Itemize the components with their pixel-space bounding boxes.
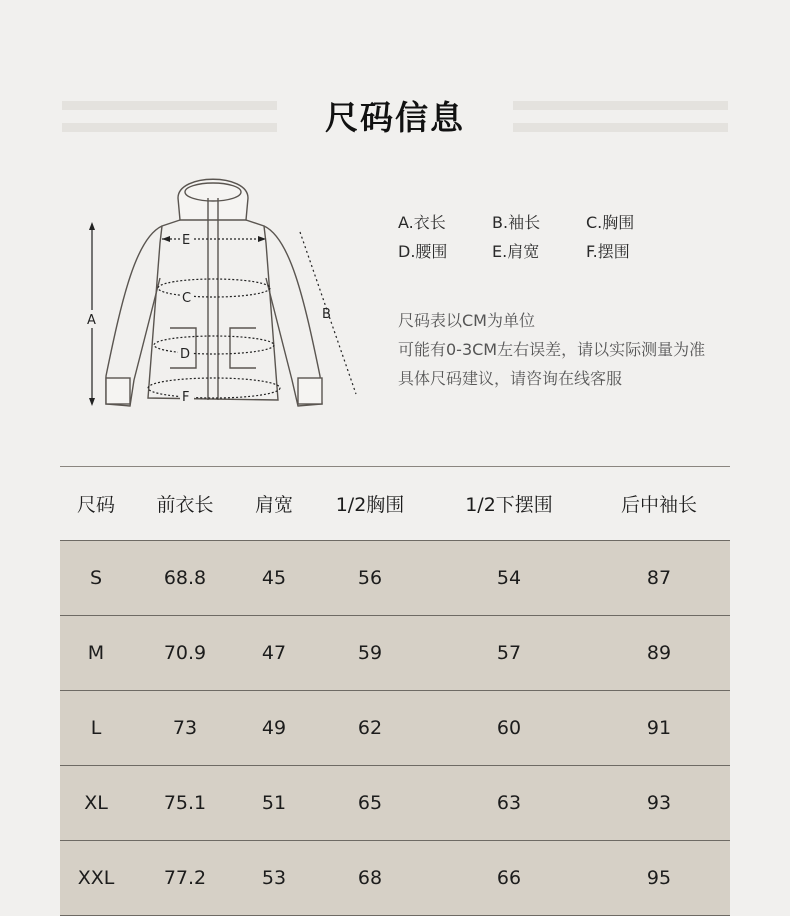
label-a: A xyxy=(87,313,96,328)
table-cell: 93 xyxy=(588,766,730,841)
measurement-legend xyxy=(398,207,778,265)
legend-item: A.衣长 xyxy=(398,213,446,232)
table-cell: 59 xyxy=(310,616,430,691)
note-unit: 尺码表以CM为单位 xyxy=(398,311,535,330)
table-cell: L xyxy=(60,691,132,766)
legend-item: C.胸围 xyxy=(586,213,635,232)
size-notes xyxy=(398,306,778,393)
legend-row xyxy=(398,207,778,236)
jacket-measurement-diagram xyxy=(78,168,368,418)
table-cell: 63 xyxy=(430,766,588,841)
table-cell: XXL xyxy=(60,841,132,916)
table-cell: 60 xyxy=(430,691,588,766)
table-header-row xyxy=(60,467,730,541)
table-cell: 54 xyxy=(430,541,588,616)
label-e: E xyxy=(182,233,191,248)
header-front-length: 前衣长 xyxy=(132,467,238,541)
table-cell: 87 xyxy=(588,541,730,616)
table-row xyxy=(60,691,730,766)
label-c: C xyxy=(182,291,192,306)
table-row xyxy=(60,766,730,841)
table-cell: 70.9 xyxy=(132,616,238,691)
table-cell: 49 xyxy=(238,691,310,766)
table-cell: 77.2 xyxy=(132,841,238,916)
table-cell: M xyxy=(60,616,132,691)
table-cell: 91 xyxy=(588,691,730,766)
table-cell: 56 xyxy=(310,541,430,616)
header-size: 尺码 xyxy=(60,467,132,541)
legend-item: B.袖长 xyxy=(492,213,541,232)
table-cell: 68 xyxy=(310,841,430,916)
table-cell: 57 xyxy=(430,616,588,691)
note-error: 可能有0-3CM左右误差，请以实际测量为准 xyxy=(398,340,706,359)
label-f: F xyxy=(182,390,190,405)
title-section xyxy=(0,0,790,160)
page-title: 尺码信息 xyxy=(325,98,465,137)
header-sleeve-length: 后中袖长 xyxy=(588,467,730,541)
legend-row xyxy=(398,236,778,265)
note-service: 具体尺码建议，请咨询在线客服 xyxy=(398,369,623,388)
table-cell: 68.8 xyxy=(132,541,238,616)
legend-item: E.肩宽 xyxy=(492,242,540,261)
table-cell: 75.1 xyxy=(132,766,238,841)
table-cell: 51 xyxy=(238,766,310,841)
table-cell: 47 xyxy=(238,616,310,691)
table-cell: 95 xyxy=(588,841,730,916)
table-cell: 66 xyxy=(430,841,588,916)
table-cell: 53 xyxy=(238,841,310,916)
table-row xyxy=(60,841,730,916)
label-b: B xyxy=(322,307,331,322)
header-half-hem: 1/2下摆围 xyxy=(430,467,588,541)
legend-item: D.腰围 xyxy=(398,242,448,261)
label-d: D xyxy=(180,347,191,362)
table-cell: 65 xyxy=(310,766,430,841)
table-cell: S xyxy=(60,541,132,616)
table-cell: 73 xyxy=(132,691,238,766)
table-cell: 89 xyxy=(588,616,730,691)
header-shoulder: 肩宽 xyxy=(238,467,310,541)
table-row xyxy=(60,616,730,691)
table-cell: 62 xyxy=(310,691,430,766)
table-cell: 45 xyxy=(238,541,310,616)
legend-item: F.摆围 xyxy=(586,242,630,261)
header-half-chest: 1/2胸围 xyxy=(310,467,430,541)
table-cell: XL xyxy=(60,766,132,841)
size-table xyxy=(60,466,730,916)
table-row xyxy=(60,541,730,616)
